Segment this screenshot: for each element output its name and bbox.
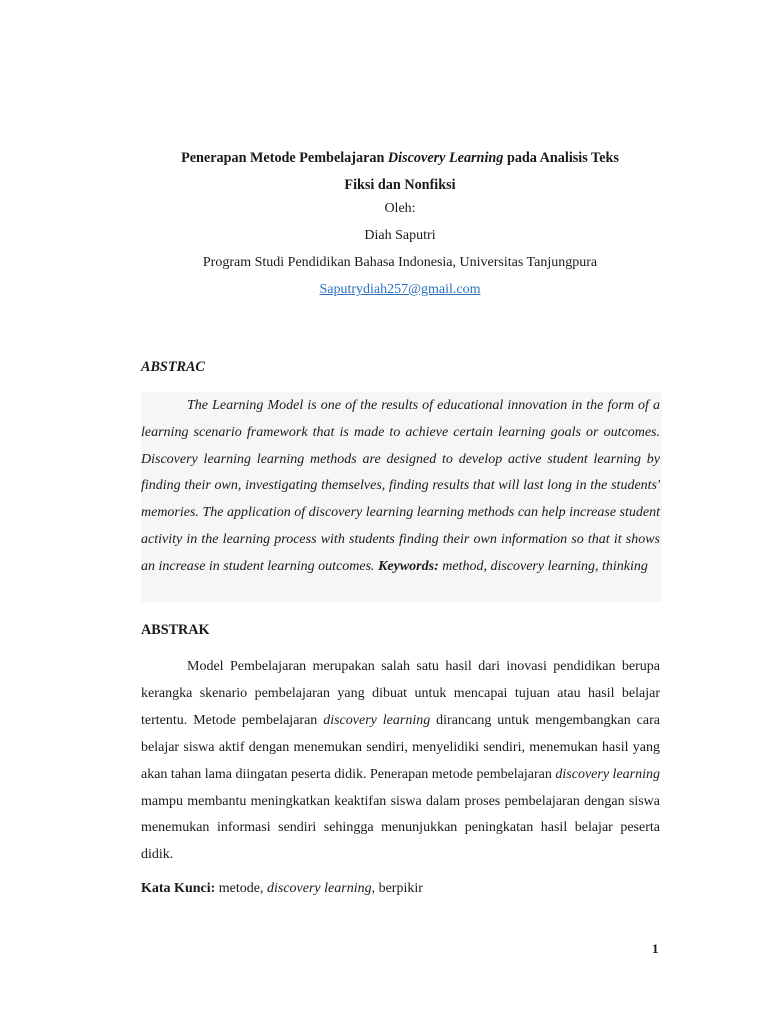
author-email-row [140, 280, 660, 300]
abstract-en-heading: ABSTRAC [141, 359, 205, 375]
byline-label: Oleh: [384, 201, 416, 216]
title-part-1: Penerapan Metode Pembelajaran [181, 150, 388, 166]
abstract-id-term-1: discovery learning [323, 712, 431, 728]
author-name: Diah Saputri [364, 228, 436, 243]
abstract-en-keywords: method, discovery learning, thinking [442, 558, 648, 574]
abstract-id-body [141, 654, 660, 869]
title-part-2: pada Analisis Teks [503, 150, 619, 166]
abstract-id-text-3: mampu membantu meningkatkan keaktifan siswa dalam proses pembelajaran dengan siswa menemukan informasi sendiri sehingga menunjukkan peningkatan hasil belajar peserta didik. [141, 793, 660, 863]
author-email-link[interactable]: Saputrydiah257@gmail.com [319, 282, 481, 297]
title-italic-term: Discovery Learning [387, 150, 504, 166]
abstract-id-text-1: Model Pembelajaran merupakan salah satu hasil dari inovasi pendidikan berupa kerangka skenario pembelajaran yang dibuat untuk mencapai tujuan atau hasil belajar tertentu. Metode pembelajaran [141, 659, 660, 728]
abstract-id-keywords-label: Kata Kunci: [141, 881, 216, 896]
abstract-en-keywords-label: Keywords: [378, 558, 439, 574]
abstract-id-keywords-term: discovery learning [267, 881, 372, 896]
author-affiliation: Program Studi Pendidikan Bahasa Indonesia, Universitas Tanjungpura [202, 255, 598, 270]
abstract-id-keywords [141, 881, 423, 897]
abstract-id-heading: ABSTRAK [141, 622, 210, 638]
abstract-id-keywords-1: metode, [215, 881, 267, 896]
page-number: 1 [652, 941, 659, 956]
title-line-2: Fiksi dan Nonfiksi [344, 177, 456, 193]
abstract-en-body [141, 393, 660, 581]
paper-title [140, 145, 660, 199]
abstract-id-keywords-2: , berpikir [371, 881, 423, 896]
abstract-en-text: The Learning Model is one of the results of educational innovation in the form of a learning scenario framework that is made to achieve certain learning goals or outcomes. Discovery learning learning methods are designed to develop active student learning by finding their own, investigating themselves, finding results that will last long in the students' memories. The application of discovery learning learning methods can help increase student activity in the learning process with students finding their own information so that it shows an increase in student learning outcomes. [141, 398, 660, 574]
abstract-id-term-2: discovery learning [555, 766, 660, 782]
abstract-id-text-2: dirancang untuk mengembangkan cara belajar siswa aktif dengan menemukan sendiri, menyelidiki sendiri, menemukan hasil yang akan tahan lama diingatan peserta didik. Penerapan metode pembelajaran [141, 712, 660, 782]
